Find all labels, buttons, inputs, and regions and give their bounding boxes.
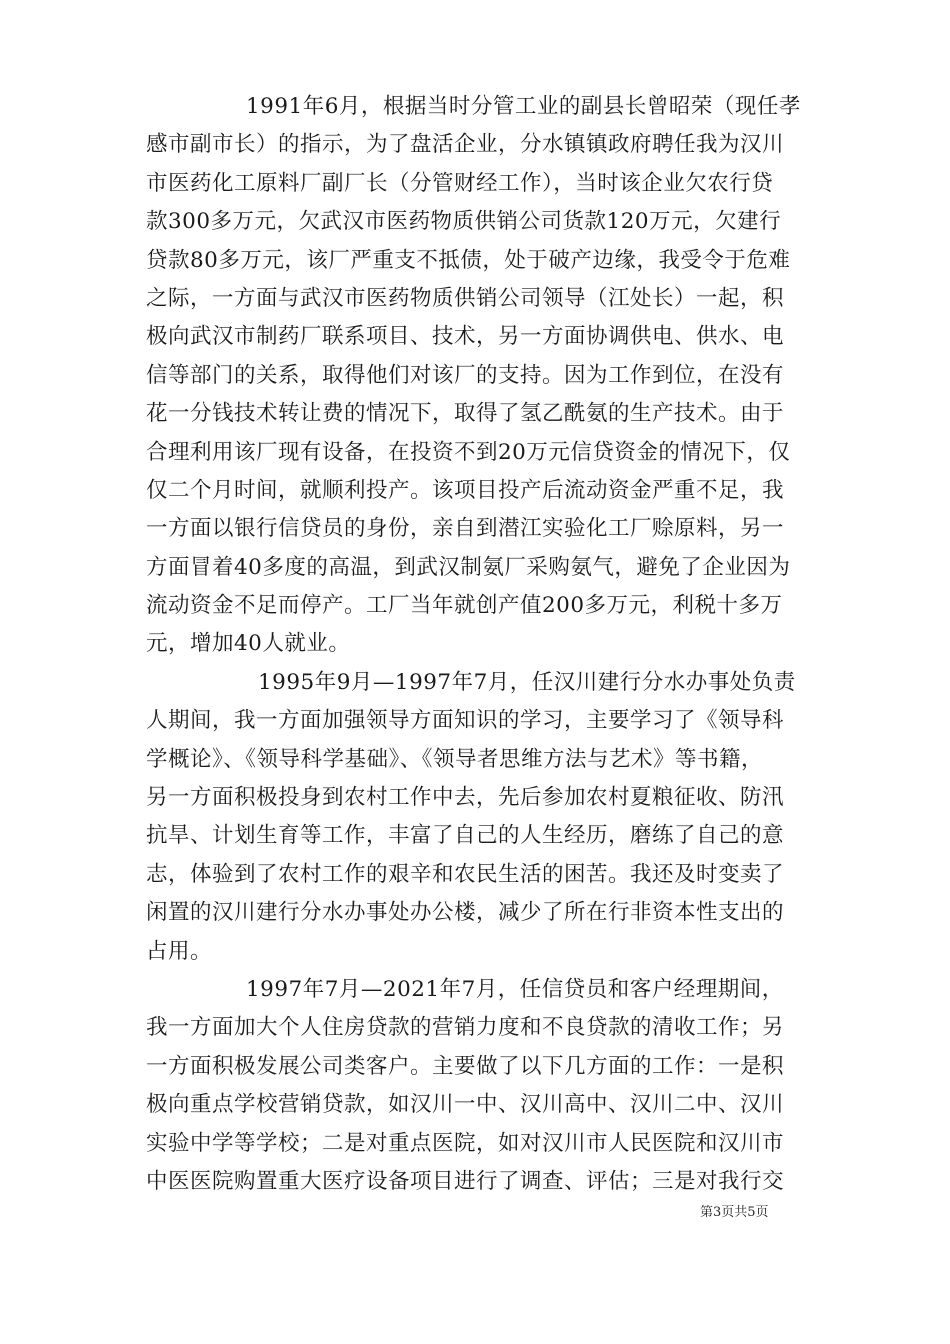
- paragraph-line: 款300多万元，欠武汉市医药物质供销公司货款120万元，欠建行: [146, 209, 782, 235]
- paragraph-line: 1991年6月，根据当时分管工业的副县长曾昭荣（现任孝: [246, 94, 801, 119]
- paragraph-line: 元，增加40人就业。: [146, 631, 351, 657]
- paragraph-line: 极向武汉市制药厂联系项目、技术，另一方面协调供电、供水、电: [146, 324, 785, 350]
- paragraph-line: 市医药化工原料厂副厂长（分管财经工作），当时该企业欠农行贷: [146, 170, 774, 196]
- paragraph-line: 占用。: [146, 938, 213, 964]
- paragraph-line: 合理利用该厂现有设备，在投资不到20万元信贷资金的情况下，仅: [146, 439, 791, 465]
- paragraph-line: 人期间，我一方面加强领导方面知识的学习，主要学习了《领导科: [146, 708, 785, 734]
- paragraph-line: 另一方面积极投身到农村工作中去，先后参加农村夏粮征收、防汛: [146, 785, 785, 811]
- paragraph-line: 1997年7月—2021年7月，任信贷员和客户经理期间，: [246, 976, 784, 1002]
- paragraph-line: 极向重点学校营销贷款，如汉川一中、汉川高中、汉川二中、汉川: [146, 1092, 785, 1118]
- document-body: [146, 88, 804, 1201]
- paragraph-line: 感市副市长）的指示，为了盘活企业，分水镇镇政府聘任我为汉川: [146, 132, 785, 158]
- paragraph-line: 学概论》、《领导科学基础》、《领导者思维方法与艺术》等书籍，: [146, 746, 764, 772]
- paragraph-line: 流动资金不足而停产。工厂当年就创产值200多万元，利税十多万: [146, 593, 783, 619]
- paragraph-line: 仅二个月时间，就顺利投产。该项目投产后流动资金严重不足，我: [146, 477, 785, 503]
- paragraph-line: 花一分钱技术转让费的情况下，取得了氢乙酰氨的生产技术。由于: [146, 401, 785, 427]
- paragraph-line: 实验中学等学校；二是对重点医院，如对汉川市人民医院和汉川市: [146, 1130, 785, 1156]
- paragraph-line: 抗旱、计划生育等工作，丰富了自己的人生经历，磨练了自己的意: [146, 823, 785, 849]
- paragraph-line: 之际，一方面与武汉市医药物质供销公司领导（江处长）一起，积: [146, 285, 785, 311]
- page-number: 第3页共5页: [700, 1205, 769, 1220]
- paragraph-line: 方面冒着40多度的高温，到武汉制氨厂采购氨气，避免了企业因为: [146, 554, 791, 580]
- paragraph-line: 志，体验到了农村工作的艰辛和农民生活的困苦。我还及时变卖了: [146, 861, 785, 887]
- paragraph-line: 一方面积极发展公司类客户。主要做了以下几方面的工作：一是积: [146, 1053, 785, 1079]
- paragraph-line: 信等部门的关系，取得他们对该厂的支持。因为工作到位，在没有: [146, 362, 785, 388]
- paragraph-line: 1995年9月—1997年7月，任汉川建行分水办事处负责: [258, 669, 796, 695]
- paragraph-line: 闲置的汉川建行分水办事处办公楼，减少了所在行非资本性支出的: [146, 900, 785, 926]
- paragraph-line: 一方面以银行信贷员的身份，亲自到潜江实验化工厂赊原料，另一: [146, 516, 785, 542]
- paragraph-line: 我一方面加大个人住房贷款的营销力度和不良贷款的清收工作；另: [146, 1015, 785, 1041]
- paragraph-line: 贷款80多万元，该厂严重支不抵债，处于破产边缘，我受令于危难: [146, 247, 791, 273]
- paragraph-line: 中医医院购置重大医疗设备项目进行了调查、评估；三是对我行交: [146, 1168, 785, 1194]
